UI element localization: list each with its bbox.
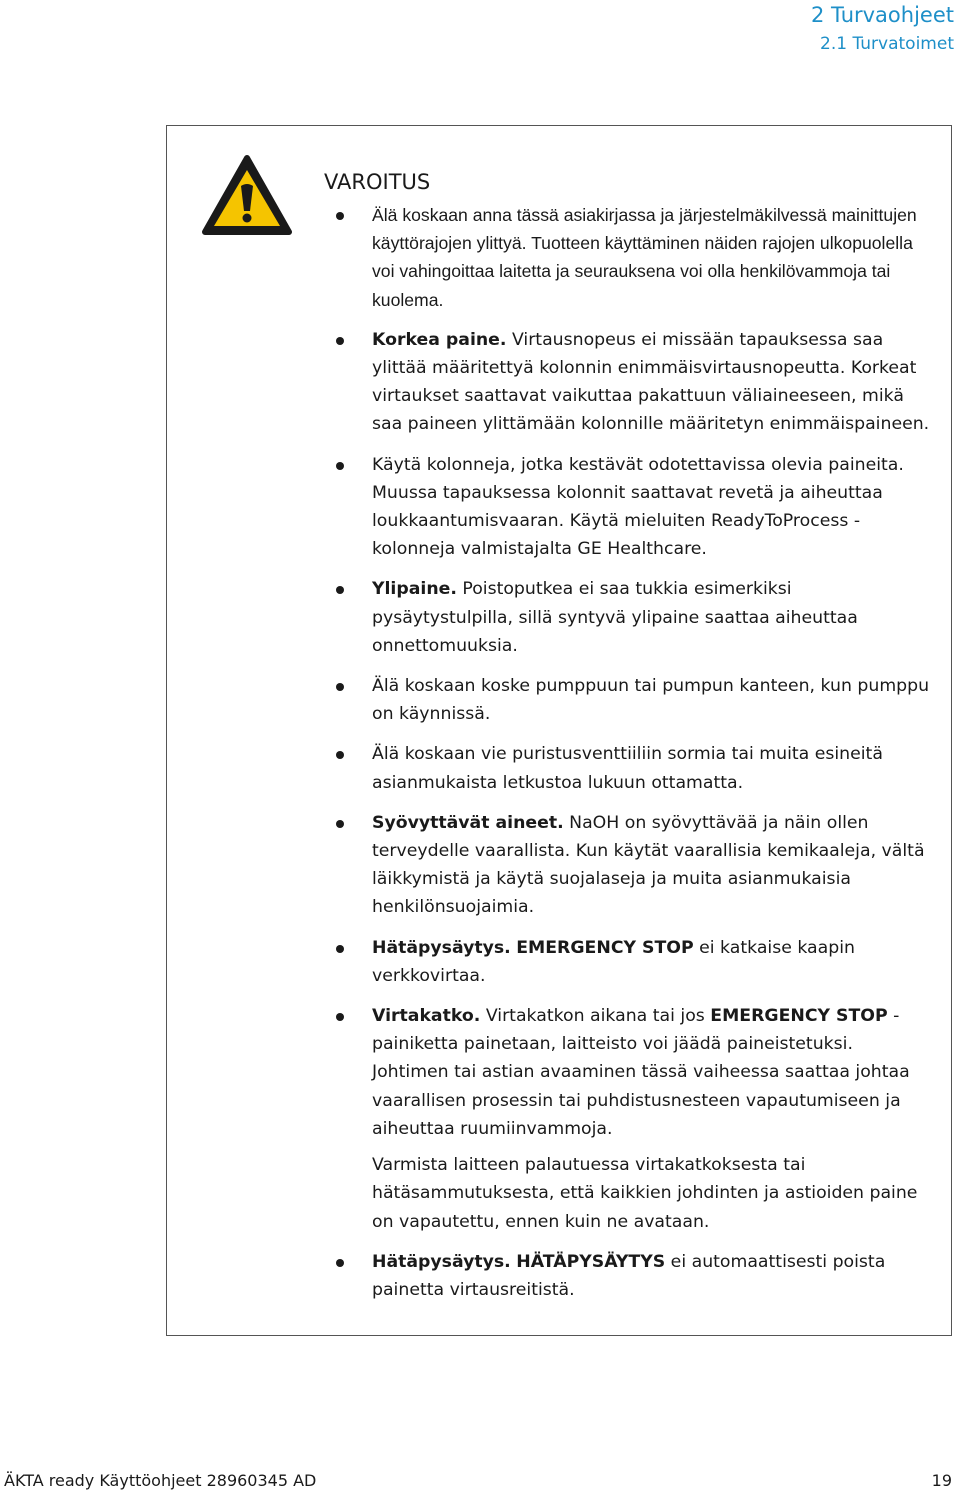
list-item — [372, 1248, 932, 1304]
list-item — [372, 201, 932, 314]
item-text: Älä koskaan koske pumppuun tai pumpun kanteen, kun pumppu on käynnissä. — [372, 676, 930, 725]
page-header — [811, 0, 954, 58]
list-item — [372, 1002, 932, 1236]
list-item — [372, 740, 932, 796]
list-item — [372, 672, 932, 728]
item-text: Älä koskaan vie puristusventtiiliin sormia tai muita esineitä asianmukaista letkustoa lukuun ottamatta. — [372, 744, 883, 793]
bullet-icon — [336, 683, 344, 691]
warning-box — [166, 125, 952, 1336]
item-keyword: EMERGENCY STOP — [516, 937, 694, 958]
bullet-icon — [336, 1259, 344, 1267]
item-keyword: HÄTÄPYSÄYTYS — [516, 1251, 666, 1272]
warning-triangle-icon — [201, 154, 293, 236]
item-text: Käytä kolonneja, jotka kestävät odotettavissa olevia paineita. Muussa tapauksessa kolonnit saattavat revetä ja aiheuttaa loukkaantumisvaaran. Käytä mieluiten ReadyToProcess -kolonneja valmistajalta GE Healthcare. — [372, 454, 904, 560]
list-item — [372, 934, 932, 990]
list-item — [372, 575, 932, 660]
item-paragraph — [372, 1002, 932, 1143]
item-text: Älä koskaan anna tässä asiakirjassa ja järjestelmäkilvessä mainittujen käyttörajojen ylittyä. Tuotteen käyttäminen näiden rajojen ulkopuolella voi vahingoittaa laitetta ja seurauksena voi olla henkilövammoja tai kuolema. — [372, 205, 917, 310]
list-item — [372, 809, 932, 922]
item-heading: Korkea paine. — [372, 329, 507, 350]
item-keyword: EMERGENCY STOP — [710, 1006, 888, 1027]
bullet-icon — [336, 1013, 344, 1021]
item-heading: Hätäpysäytys. — [372, 937, 511, 958]
list-item — [372, 326, 932, 439]
warning-list — [372, 201, 932, 1316]
footer-document-title: ÄKTA ready Käyttöohjeet 28960345 AD — [4, 1471, 317, 1490]
bullet-icon — [336, 586, 344, 594]
bullet-icon — [336, 337, 344, 345]
item-extra-paragraph: Varmista laitteen palautuessa virtakatkoksesta tai hätäsammutuksesta, että kaikkien johdinten ja astioiden paine on vapautettu, ennen kuin ne avataan. — [372, 1155, 918, 1232]
chapter-heading: 2 Turvaohjeet — [811, 3, 954, 27]
bullet-icon — [336, 751, 344, 759]
bullet-icon — [336, 945, 344, 953]
item-text: ei automaattisesti poista painetta virtausreitistä. — [372, 1251, 886, 1300]
bullet-icon — [336, 820, 344, 828]
item-text: Poistoputkea ei saa tukkia esimerkiksi pysäytystulpilla, sillä syntyvä ylipaine saattaa aiheuttaa onnettomuuksia. — [372, 579, 858, 656]
item-text: Virtausnopeus ei missään tapauksessa saa ylittää määritettyä kolonnin enimmäisvirtausnopeutta. Korkeat virtaukset saattavat vaikuttaa pakattuun väliaineeseen, mikä saa paineen ylittämään kolonnille määritetyn enimmäispaineen. — [372, 329, 930, 435]
item-text-pre: Virtakatkon aikana tai jos — [480, 1006, 711, 1027]
item-heading: Syövyttävät aineet. — [372, 812, 564, 833]
bullet-icon — [336, 212, 344, 220]
item-heading: Virtakatko. — [372, 1006, 481, 1027]
section-heading: 2.1 Turvatoimet — [820, 34, 954, 54]
item-text: NaOH on syövyttävää ja näin ollen terveydelle vaarallista. Kun käytät vaarallisia kemikaaleja, vältä läikkymistä ja käytä suojalaseja ja muita asianmukaisia henkilönsuojaimia. — [372, 812, 925, 918]
item-text: -painiketta painetaan, laitteisto voi jäädä paineistetuksi. Johtimen tai astian avaaminen tässä vaiheessa saattaa johtaa vaarallisen prosessin tai puhdistusnesteen vapautumiseen ja aiheuttaa ruumiinvammoja. — [372, 1006, 910, 1139]
item-heading: Ylipaine. — [372, 579, 457, 600]
list-item — [372, 451, 932, 564]
item-text: ei katkaise kaapin verkkovirtaa. — [372, 937, 855, 986]
item-heading: Hätäpysäytys. — [372, 1251, 511, 1272]
bullet-icon — [336, 462, 344, 470]
page-number: 19 — [931, 1471, 952, 1490]
warning-title: VAROITUS — [324, 170, 431, 194]
